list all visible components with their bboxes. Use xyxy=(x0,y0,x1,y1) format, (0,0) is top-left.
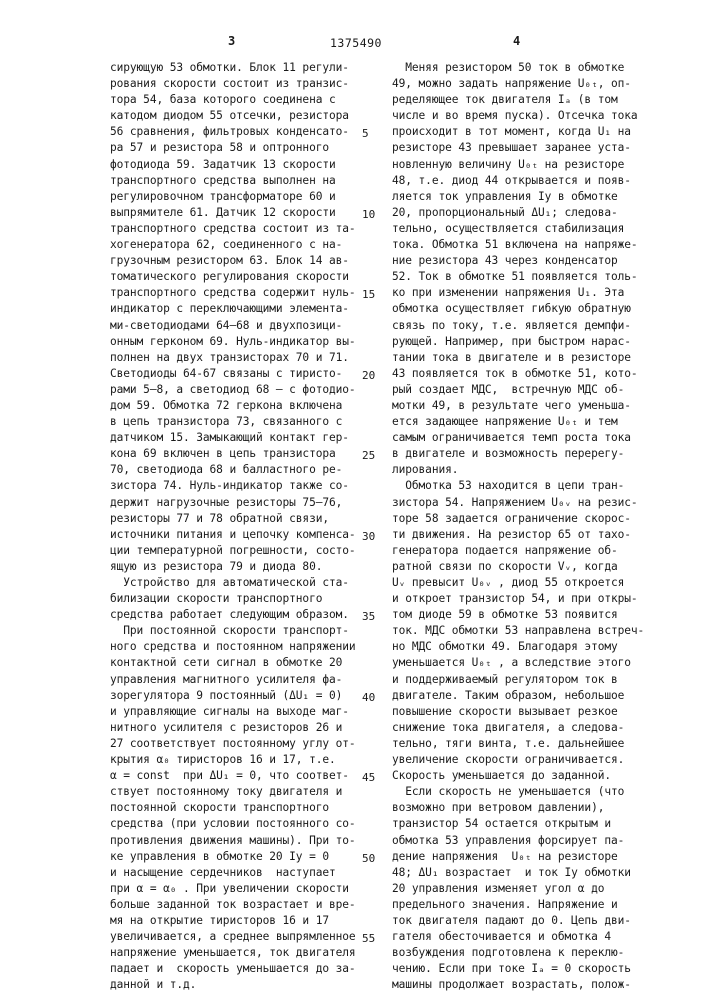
text-line: полнен на двух транзисторах 70 и 71. xyxy=(110,350,362,366)
right-text-column xyxy=(392,60,660,993)
text-line: ра 57 и резистора 58 и оптронного xyxy=(110,140,362,156)
text-line: транспортного средства выполнен на xyxy=(110,173,362,189)
text-line: транспортного средства содержит нуль- xyxy=(110,285,362,301)
text-line: обмотка осуществляет гибкую обратную xyxy=(392,301,660,317)
text-line: но МДС обмотки 49. Благодаря этому xyxy=(392,639,660,655)
text-line: ящую из резистора 79 и диода 80. xyxy=(110,559,362,575)
line-number: 30 xyxy=(362,530,375,543)
text-line: хогенератора 62, соединенного с на- xyxy=(110,237,362,253)
text-line: источники питания и цепочку компенса- xyxy=(110,527,362,543)
text-line: средства работает следующим образом. xyxy=(110,607,362,623)
text-line: дом 59. Обмотка 72 геркона включена xyxy=(110,398,362,414)
text-line: связь по току, т.е. является демпфи- xyxy=(392,318,660,334)
text-line: катодом диодом 55 отсечки, резистора xyxy=(110,108,362,124)
text-line: ток двигателя падают до 0. Цепь дви- xyxy=(392,913,660,929)
text-line: напряжение уменьшается, ток двигателя xyxy=(110,945,362,961)
text-line: 70, светодиода 68 и балластного ре- xyxy=(110,462,362,478)
text-line: ти движения. На резистор 65 от тахо- xyxy=(392,527,660,543)
text-line: мотки 49, в результате чего уменьша- xyxy=(392,398,660,414)
text-line: кона 69 включен в цепь транзистора xyxy=(110,446,362,462)
text-line: фотодиода 59. Задатчик 13 скорости xyxy=(110,157,362,173)
text-line: генератора подается напряжение об- xyxy=(392,543,660,559)
text-line: ется задающее напряжение U₀ₜ и тем xyxy=(392,414,660,430)
text-line: резисторе 43 превышает заранее уста- xyxy=(392,140,660,156)
text-line: 48, т.е. диод 44 открывается и появ- xyxy=(392,173,660,189)
text-line: датчиком 15. Замыкающий контакт гер- xyxy=(110,430,362,446)
text-line: рования скорости состоит из транзис- xyxy=(110,76,362,92)
text-line: предельного значения. Напряжение и xyxy=(392,897,660,913)
text-line: Обмотка 53 находится в цепи тран- xyxy=(392,478,660,494)
text-line: средства (при условии постоянного со- xyxy=(110,816,362,832)
text-line: возбуждения подготовлена к переклю- xyxy=(392,945,660,961)
text-line: нитного усилителя с резисторов 26 и xyxy=(110,720,362,736)
text-line: и управляющие сигналы на выходе маг- xyxy=(110,704,362,720)
text-line: лирования. xyxy=(392,462,660,478)
text-line: ние резистора 43 через конденсатор xyxy=(392,253,660,269)
text-line: ляется ток управления Iу в обмотке xyxy=(392,189,660,205)
text-line: самым ограничивается темп роста тока xyxy=(392,430,660,446)
line-number: 10 xyxy=(362,208,375,221)
text-line: транспортного средства состоит из та- xyxy=(110,221,362,237)
text-line: и насыщение сердечников наступает xyxy=(110,865,362,881)
line-number: 25 xyxy=(362,449,375,462)
page-number-right: 4 xyxy=(513,34,520,48)
text-line: 43 появляется ток в обмотке 51, кото- xyxy=(392,366,660,382)
text-line: ратной связи по скорости Vᵥ, когда xyxy=(392,559,660,575)
text-line: рый создает МДС, встречную МДС об- xyxy=(392,382,660,398)
text-line: и откроет транзистор 54, и при откры- xyxy=(392,591,660,607)
text-line: происходит в тот момент, когда U₁ на xyxy=(392,124,660,140)
text-line: больше заданной ток возрастает и вре- xyxy=(110,897,362,913)
text-line: 52. Ток в обмотке 51 появляется толь- xyxy=(392,269,660,285)
text-line: α = const при ΔU₁ = 0, что соответ- xyxy=(110,768,362,784)
line-number: 5 xyxy=(362,127,369,140)
text-line: 20, пропорциональный ΔU₁; следова- xyxy=(392,205,660,221)
line-number: 40 xyxy=(362,691,375,704)
text-line: Если скорость не уменьшается (что xyxy=(392,784,660,800)
text-line: и поддерживаемый регулятором ток в xyxy=(392,672,660,688)
text-line: падает и скорость уменьшается до за- xyxy=(110,961,362,977)
text-line: При постоянной скорости транспорт- xyxy=(110,623,362,639)
text-line: сирующую 53 обмотки. Блок 11 регули- xyxy=(110,60,362,76)
text-line: в цепь транзистора 73, связанного с xyxy=(110,414,362,430)
text-line: тании тока в двигателе и в резисторе xyxy=(392,350,660,366)
text-line: числе и во время пуска). Отсечка тока xyxy=(392,108,660,124)
text-line: рами 5–8, а светодиод 68 – с фотодио- xyxy=(110,382,362,398)
text-line: управления магнитного усилителя фа- xyxy=(110,672,362,688)
text-line: увеличивается, а среднее выпрямленное xyxy=(110,929,362,945)
text-line: выпрямителе 61. Датчик 12 скорости xyxy=(110,205,362,221)
text-line: 27 соответствует постоянному углу от- xyxy=(110,736,362,752)
text-line: крытия α₀ тиристоров 16 и 17, т.е. xyxy=(110,752,362,768)
text-line: тока. Обмотка 51 включена на напряже- xyxy=(392,237,660,253)
text-line: том диоде 59 в обмотке 53 появится xyxy=(392,607,660,623)
line-number: 50 xyxy=(362,852,375,865)
text-line: томатического регулирования скорости xyxy=(110,269,362,285)
text-line: индикатор с переключающими элемента- xyxy=(110,301,362,317)
text-line: дение напряжения U₀ₜ на резисторе xyxy=(392,849,660,865)
text-line: транзистор 54 остается открытым и xyxy=(392,816,660,832)
text-line: 20 управления изменяет угол α до xyxy=(392,881,660,897)
text-line: 49, можно задать напряжение U₀ₜ, оп- xyxy=(392,76,660,92)
text-line: возможно при ветровом давлении), xyxy=(392,800,660,816)
text-line: повышение скорости вызывает резкое xyxy=(392,704,660,720)
text-line: постоянной скорости транспортного xyxy=(110,800,362,816)
text-line: тельно, осуществляется стабилизация xyxy=(392,221,660,237)
text-line: зорегулятора 9 постоянный (ΔU₁ = 0) xyxy=(110,688,362,704)
text-line: торе 58 задается ограничение скорос- xyxy=(392,511,660,527)
text-line: билизации скорости транспортного xyxy=(110,591,362,607)
text-line: в двигателе и возможность перерегу- xyxy=(392,446,660,462)
text-line: 56 сравнения, фильтровых конденсато- xyxy=(110,124,362,140)
text-line: регулировочном трансформаторе 60 и xyxy=(110,189,362,205)
text-line: ного средства и постоянном напряжении xyxy=(110,639,362,655)
text-line: при α = α₀ . При увеличении скорости xyxy=(110,881,362,897)
text-line: ствует постоянному току двигателя и xyxy=(110,784,362,800)
text-line: машины продолжает возрастать, полож- xyxy=(392,977,660,993)
text-line: чению. Если при токе Iₐ = 0 скорость xyxy=(392,961,660,977)
line-number: 35 xyxy=(362,610,375,623)
text-line: ми-светодиодами 64–68 и двухпозици- xyxy=(110,318,362,334)
patent-page xyxy=(0,0,707,1000)
text-line: ко при изменении напряжения U₁. Эта xyxy=(392,285,660,301)
text-line: ке управления в обмотке 20 Iу = 0 xyxy=(110,849,362,865)
text-line: ции температурной погрешности, состо- xyxy=(110,543,362,559)
text-line: Скорость уменьшается до заданной. xyxy=(392,768,660,784)
text-line: ределяющее ток двигателя Iₐ (в том xyxy=(392,92,660,108)
line-number: 55 xyxy=(362,932,375,945)
text-line: увеличение скорости ограничивается. xyxy=(392,752,660,768)
text-line: грузочным резистором 63. Блок 14 ав- xyxy=(110,253,362,269)
patent-number: 1375490 xyxy=(330,36,382,50)
text-line: Устройство для автоматической ста- xyxy=(110,575,362,591)
line-number: 20 xyxy=(362,369,375,382)
text-line: тельно, тяги винта, т.е. дальнейшее xyxy=(392,736,660,752)
text-line: Светодиоды 64-67 связаны с тиристо- xyxy=(110,366,362,382)
text-line: тора 54, база которого соединена с xyxy=(110,92,362,108)
text-line: контактной сети сигнал в обмотке 20 xyxy=(110,655,362,671)
line-number: 15 xyxy=(362,288,375,301)
text-line: Меняя резистором 50 ток в обмотке xyxy=(392,60,660,76)
text-line: держит нагрузочные резисторы 75–76, xyxy=(110,495,362,511)
text-line: 48; ΔU₁ возрастает и ток Iу обмотки xyxy=(392,865,660,881)
text-line: обмотка 53 управления форсирует па- xyxy=(392,833,660,849)
text-line: зистора 54. Напряжением U₀ᵥ на резис- xyxy=(392,495,660,511)
text-line: снижение тока двигателя, а следова- xyxy=(392,720,660,736)
text-line: противления движения машины). При то- xyxy=(110,833,362,849)
text-line: рующей. Например, при быстром нарас- xyxy=(392,334,660,350)
text-line: новленную величину U₀ₜ на резисторе xyxy=(392,157,660,173)
page-number-left: 3 xyxy=(228,34,235,48)
line-number: 45 xyxy=(362,771,375,784)
text-line: онным герконом 69. Нуль-индикатор вы- xyxy=(110,334,362,350)
left-text-column xyxy=(110,60,362,993)
text-line: зистора 74. Нуль-индикатор также со- xyxy=(110,478,362,494)
text-line: Uᵥ превысит U₀ᵥ , диод 55 откроется xyxy=(392,575,660,591)
text-line: мя на открытие тиристоров 16 и 17 xyxy=(110,913,362,929)
text-line: гателя обесточивается и обмотка 4 xyxy=(392,929,660,945)
text-line: ток. МДС обмотки 53 направлена встреч- xyxy=(392,623,660,639)
text-line: резисторы 77 и 78 обратной связи, xyxy=(110,511,362,527)
text-line: данной и т.д. xyxy=(110,977,362,993)
text-line: двигателе. Таким образом, небольшое xyxy=(392,688,660,704)
text-line: уменьшается U₀ₜ , а вследствие этого xyxy=(392,655,660,671)
